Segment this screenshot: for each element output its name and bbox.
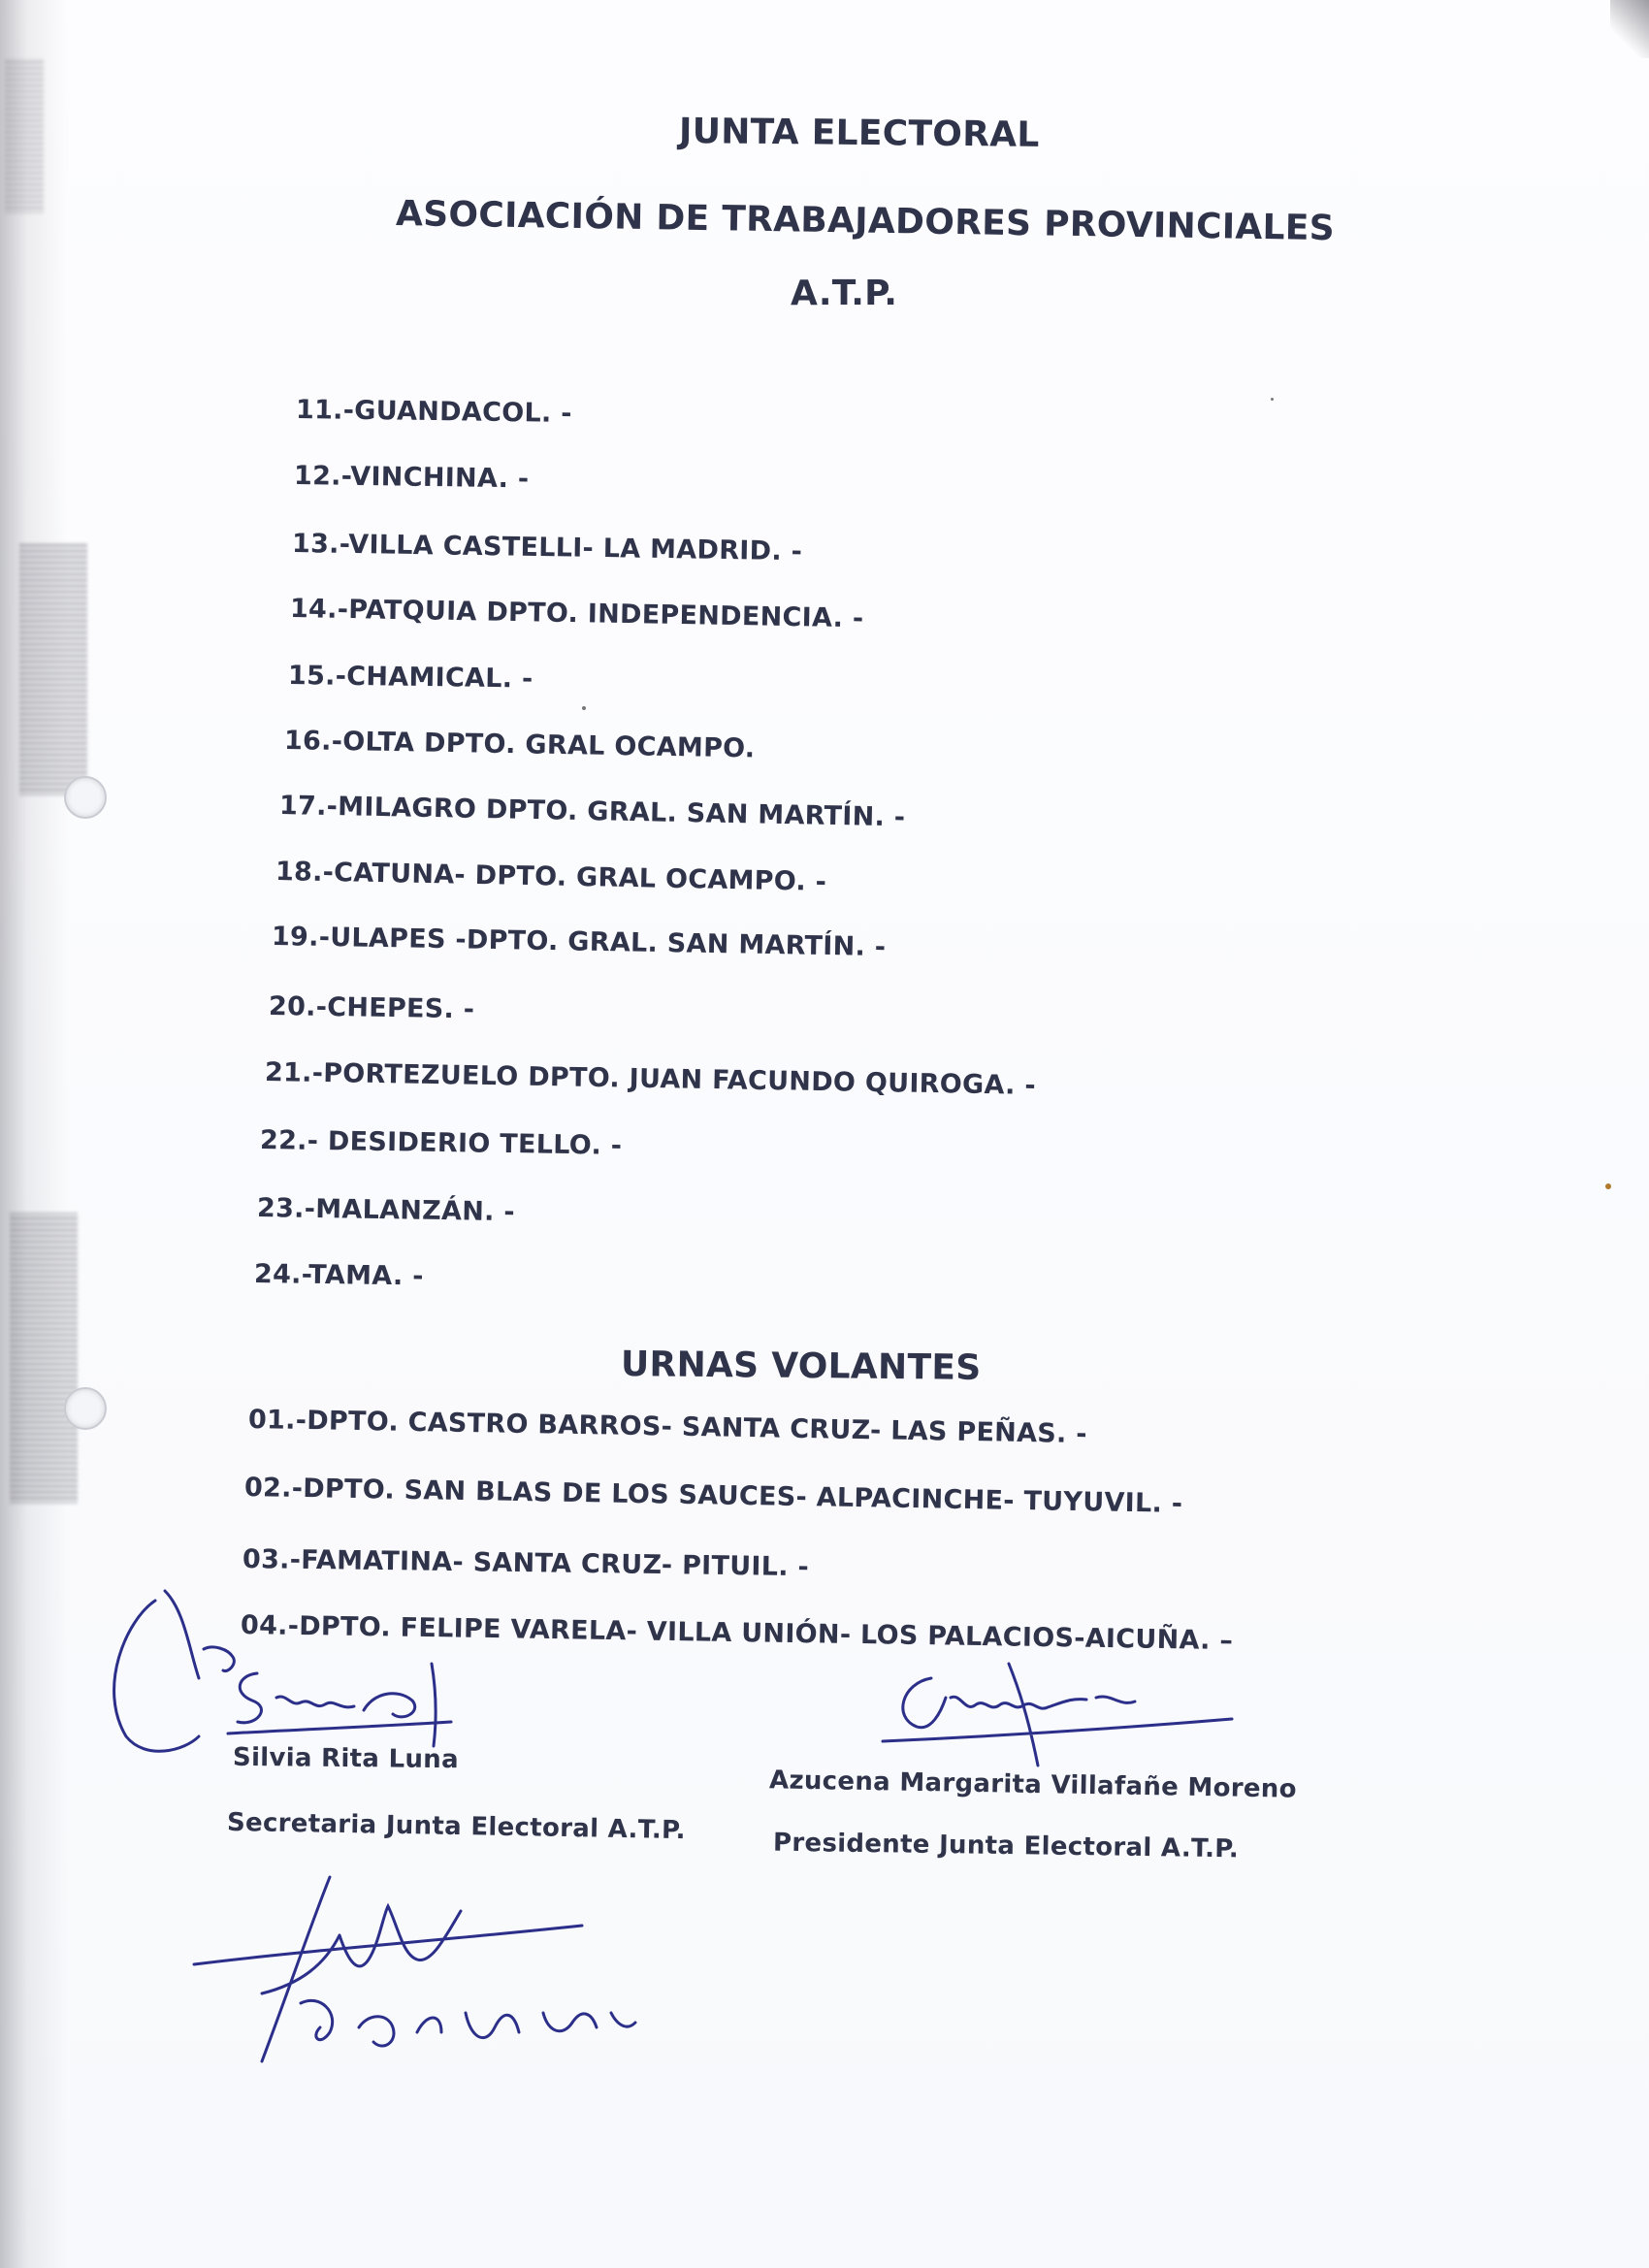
dust-speck	[1605, 1183, 1611, 1189]
list-item: 14.-PATQUIA DPTO. INDEPENDENCIA. -	[289, 594, 864, 634]
list-item: 23.-MALANZÁN. -	[256, 1193, 516, 1228]
scan-corner-shadow	[1610, 0, 1649, 58]
list-item: 17.-MILAGRO DPTO. GRAL. SAN MARTÍN. -	[278, 791, 906, 833]
list-item: 21.-PORTEZUELO DPTO. JUAN FACUNDO QUIROGA. -	[264, 1057, 1037, 1101]
list-item: 15.-CHAMICAL. -	[287, 661, 534, 695]
punch-hole	[64, 776, 107, 819]
signature-president	[873, 1659, 1242, 1785]
header-organization: ASOCIACIÓN DE TRABAJADORES PROVINCIALES	[395, 194, 1336, 249]
list-item: 11.-GUANDACOL. -	[295, 395, 572, 429]
list-item: 24.-TAMA. -	[253, 1259, 424, 1292]
list-item: 03.-FAMATINA- SANTA CRUZ- PITUIL. -	[242, 1544, 810, 1583]
list-item: 18.-CATUNA- DPTO. GRAL OCAMPO. -	[275, 857, 827, 897]
list-item: 01.-DPTO. CASTRO BARROS- SANTA CRUZ- LAS PEÑAS. -	[247, 1405, 1088, 1450]
list-item: 04.-DPTO. FELIPE VARELA- VILLA UNIÓN- LOS PALACIOS-AICUÑA. –	[240, 1610, 1234, 1657]
dust-speck	[1271, 398, 1274, 401]
urnas-volantes-heading: URNAS VOLANTES	[620, 1345, 982, 1388]
header-title: JUNTA ELECTORAL	[678, 112, 1040, 155]
list-item: 22.- DESIDERIO TELLO. -	[259, 1125, 623, 1161]
list-item: 12.-VINCHINA. -	[293, 461, 530, 495]
signature-third-member	[194, 1867, 698, 2081]
signature-secretary	[218, 1654, 470, 1770]
dust-speck	[582, 706, 586, 710]
scan-edge-shadow	[0, 0, 68, 2268]
list-item: 13.-VILLA CASTELLI- LA MADRID. -	[291, 529, 803, 567]
secretary-role: Secretaria Junta Electoral A.T.P.	[226, 1807, 687, 1846]
scan-smudge	[19, 543, 87, 795]
list-item: 20.-CHEPES. -	[268, 991, 475, 1025]
secretary-name: Silvia Rita Luna	[232, 1742, 460, 1775]
scan-smudge	[10, 1213, 78, 1504]
header-acronym: A.T.P.	[791, 274, 898, 313]
punch-hole	[64, 1387, 107, 1430]
list-item: 19.-ULAPES -DPTO. GRAL. SAN MARTÍN. -	[271, 922, 887, 963]
president-name: Azucena Margarita Villafañe Moreno	[768, 1766, 1298, 1804]
scan-smudge	[5, 58, 44, 213]
president-role: Presidente Junta Electoral A.T.P.	[772, 1828, 1240, 1864]
list-item: 16.-OLTA DPTO. GRAL OCAMPO.	[283, 726, 756, 764]
list-item: 02.-DPTO. SAN BLAS DE LOS SAUCES- ALPACINCHE- TUYUVIL. -	[243, 1473, 1183, 1519]
